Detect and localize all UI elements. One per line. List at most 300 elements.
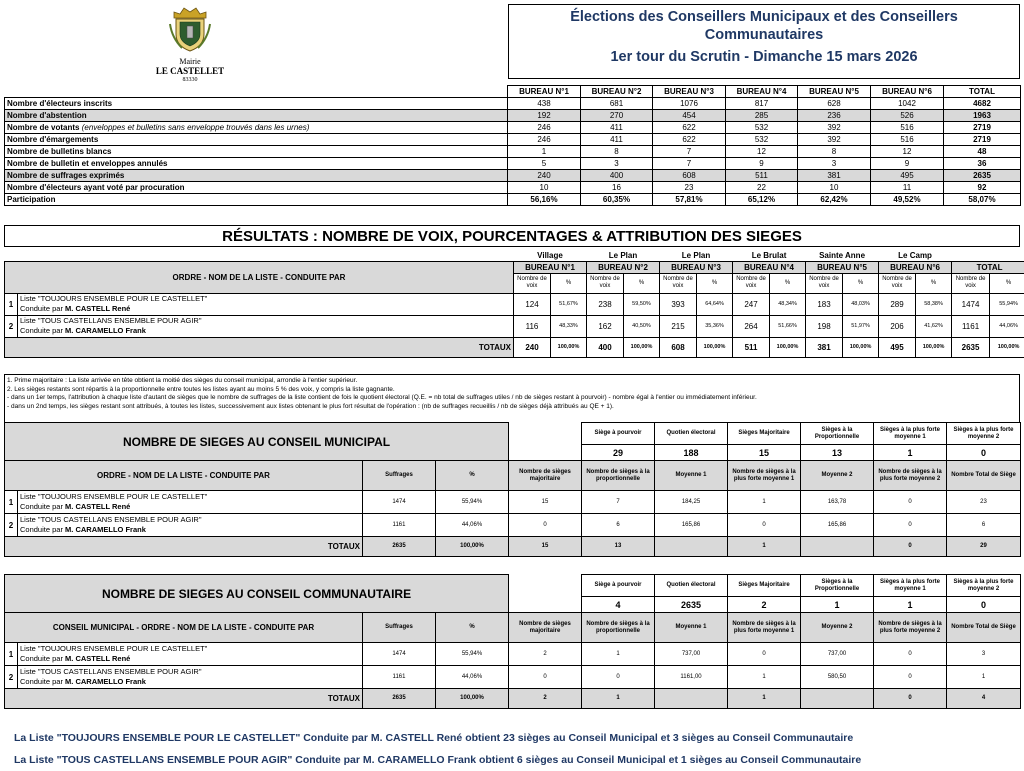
table-row — [5, 293, 1024, 315]
totals-label: TOTAUX — [5, 537, 363, 557]
table-row — [5, 643, 1021, 666]
total-cell — [655, 537, 728, 557]
table-row — [5, 182, 1021, 194]
value-cell: 9 — [871, 158, 944, 170]
value-cell: 57,81% — [653, 194, 726, 206]
table-row — [5, 110, 1021, 122]
votes-cell: 206 — [879, 315, 916, 337]
seat-param-header: Siège à pourvoir — [582, 575, 655, 597]
seat-param-value: 0 — [947, 445, 1021, 461]
summary-line: La Liste "TOUS CASTELLANS ENSEMBLE POUR AGIR" Conduite par M. CARAMELLO Frank obtient 6 sièges au Conseil Municipal et 1 sièges au Conseil Communautaire — [14, 749, 1014, 771]
value-cell: 4682 — [944, 98, 1021, 110]
percent-cell: 48,34% — [770, 293, 806, 315]
row-label-text: Nombre de bulletins blancs — [7, 147, 111, 156]
seat-cell: 7 — [582, 491, 655, 514]
percent-cell: 59,50% — [624, 293, 660, 315]
total-cell: 100,00% — [916, 337, 952, 357]
seat-param-header: Quotien électoral — [655, 423, 728, 445]
total-cell: 100,00% — [697, 337, 733, 357]
seat-param-value: 188 — [655, 445, 728, 461]
seat-cell: 737,00 — [801, 643, 874, 666]
list-number: 1 — [5, 293, 18, 315]
column-header: Nombre de sièges majoritaire — [509, 613, 582, 643]
town-logo — [140, 4, 240, 84]
column-header: TOTAL — [944, 86, 1021, 98]
row-label-text: Nombre d'émargements — [7, 135, 98, 144]
leader-name: M. CASTELL René — [65, 502, 130, 511]
table-row — [5, 613, 1021, 643]
total-cell: 1 — [728, 689, 801, 709]
seat-cell: 0 — [728, 643, 801, 666]
seat-cell: 165,86 — [655, 514, 728, 537]
seat-cell: 44,06% — [436, 666, 509, 689]
list-header: ORDRE - NOM DE LA LISTE - CONDUITE PAR — [5, 261, 514, 293]
leader-name: M. CARAMELLO Frank — [65, 677, 146, 686]
value-cell: 817 — [726, 98, 798, 110]
percent-subheader: % — [843, 273, 879, 293]
row-label — [5, 158, 508, 170]
list-header: ORDRE - NOM DE LA LISTE - CONDUITE PAR — [5, 461, 363, 491]
value-cell: 2635 — [944, 170, 1021, 182]
bureau-header: TOTAL — [952, 261, 1024, 273]
list-name: Liste "TOUS CASTELLANS ENSEMBLE POUR AGIR" — [20, 316, 511, 326]
seats-title: NOMBRE DE SIEGES AU CONSEIL MUNICIPAL — [5, 423, 509, 461]
column-header: Nombre de sièges à la plus forte moyenne 1 — [728, 613, 801, 643]
empty-cell — [509, 597, 582, 613]
table-row — [5, 122, 1021, 134]
seat-param-header: Sièges Majoritaire — [728, 575, 801, 597]
leader-name: M. CASTELL René — [65, 304, 130, 313]
title-line1: Élections des Conseillers Municipaux et des Conseillers — [509, 8, 1019, 26]
row-label — [5, 170, 508, 182]
total-cell: 4 — [947, 689, 1021, 709]
seat-cell: 2 — [509, 643, 582, 666]
column-header: BUREAU N°3 — [653, 86, 726, 98]
value-cell: 270 — [581, 110, 653, 122]
column-header: BUREAU N°1 — [508, 86, 581, 98]
list-name-cell — [18, 315, 514, 337]
value-cell: 36 — [944, 158, 1021, 170]
votes-subheader: Nombre de voix — [587, 273, 624, 293]
votes-cell: 289 — [879, 293, 916, 315]
seat-cell: 1 — [728, 666, 801, 689]
total-cell: 0 — [874, 689, 947, 709]
seat-cell: 163,78 — [801, 491, 874, 514]
table-row — [5, 337, 1024, 357]
seat-param-value: 0 — [947, 597, 1021, 613]
bureau-header: BUREAU N°6 — [879, 261, 952, 273]
percent-cell: 55,94% — [990, 293, 1024, 315]
column-header: Nombre de sièges à la proportionnelle — [582, 461, 655, 491]
table-row — [5, 86, 1021, 98]
votes-cell: 215 — [660, 315, 697, 337]
bureau-header: BUREAU N°3 — [660, 261, 733, 273]
table-row — [5, 689, 1021, 709]
value-cell: 2719 — [944, 134, 1021, 146]
coat-of-arms-icon — [168, 4, 212, 54]
percent-cell: 48,03% — [843, 293, 879, 315]
value-cell: 532 — [726, 122, 798, 134]
seat-param-value: 2635 — [655, 597, 728, 613]
seat-cell: 0 — [728, 514, 801, 537]
list-name-cell — [18, 514, 363, 537]
seat-param-value: 1 — [874, 597, 947, 613]
seat-cell: 44,06% — [436, 514, 509, 537]
leader-name: M. CARAMELLO Frank — [65, 326, 146, 335]
value-cell: 400 — [581, 170, 653, 182]
list-number: 1 — [5, 643, 18, 666]
list-name-cell — [18, 293, 514, 315]
logo-line3: 83330 — [140, 76, 240, 84]
value-cell: 5 — [508, 158, 581, 170]
table-row — [5, 98, 1021, 110]
column-header: Suffrages — [363, 613, 436, 643]
value-cell: 516 — [871, 134, 944, 146]
table-row — [5, 514, 1021, 537]
column-header: Moyenne 1 — [655, 461, 728, 491]
value-cell: 411 — [581, 134, 653, 146]
empty-cell — [509, 423, 582, 445]
percent-subheader: % — [770, 273, 806, 293]
value-cell: 2719 — [944, 122, 1021, 134]
place-label: Le Plan — [587, 250, 660, 261]
seat-cell: 1161,00 — [655, 666, 728, 689]
value-cell: 3 — [798, 158, 871, 170]
leader-name: M. CASTELL René — [65, 654, 130, 663]
rule-line: - dans un 1er temps, l'attribution à chaque liste d'autant de sièges que le nombre de suffrages de la liste contient de fois le quotient électoral (Q.E. = nb total de suffrages utiles / nb de sièges restant à pourvoir) - nombre égal à l'entier ou immédiatement inférieur. — [7, 394, 1017, 403]
leader-prefix: Conduite par — [20, 654, 65, 663]
total-cell: 240 — [514, 337, 551, 357]
value-cell: 516 — [871, 122, 944, 134]
list-number: 2 — [5, 514, 18, 537]
total-cell: 2635 — [363, 689, 436, 709]
value-cell: 240 — [508, 170, 581, 182]
percent-subheader: % — [916, 273, 952, 293]
table-row — [5, 461, 1021, 491]
participation-table — [4, 85, 1021, 206]
seat-param-value: 1 — [801, 597, 874, 613]
row-label-text: Nombre de votants — [7, 123, 79, 132]
rule-line: - dans un 2nd temps, les sièges restant sont attribués, à toutes les listes, successivement aux listes obtenant le plus fort résultat de l'opération : (nb de suffrages recueillis / nb de sièges déjà attribués au QE + 1). — [7, 403, 1017, 412]
leader-prefix: Conduite par — [20, 502, 65, 511]
column-header: Nombre de sièges à la proportionnelle — [582, 613, 655, 643]
value-cell: 392 — [798, 134, 871, 146]
total-cell: 2 — [509, 689, 582, 709]
seat-cell: 0 — [874, 491, 947, 514]
seat-cell: 184,25 — [655, 491, 728, 514]
row-label — [5, 182, 508, 194]
value-cell: 454 — [653, 110, 726, 122]
seat-param-header: Sièges Majoritaire — [728, 423, 801, 445]
votes-subheader: Nombre de voix — [952, 273, 990, 293]
value-cell: 246 — [508, 122, 581, 134]
election-title-box — [508, 4, 1020, 79]
table-row — [5, 146, 1021, 158]
percent-cell: 58,38% — [916, 293, 952, 315]
value-cell: 532 — [726, 134, 798, 146]
title-line2: Communautaires — [509, 26, 1019, 44]
leader-prefix: Conduite par — [20, 677, 65, 686]
seat-param-value: 1 — [874, 445, 947, 461]
seat-param-header: Sièges à la plus forte moyenne 2 — [947, 575, 1021, 597]
value-cell: 92 — [944, 182, 1021, 194]
logo-line1: Mairie — [140, 57, 240, 66]
value-cell: 7 — [653, 158, 726, 170]
row-label — [5, 110, 508, 122]
column-header: % — [436, 613, 509, 643]
column-header: Suffrages — [363, 461, 436, 491]
total-cell: 1 — [582, 689, 655, 709]
place-label: Le Camp — [879, 250, 952, 261]
municipal-seats-table — [4, 422, 1021, 557]
value-cell: 608 — [653, 170, 726, 182]
value-cell: 622 — [653, 134, 726, 146]
value-cell: 622 — [653, 122, 726, 134]
empty-cell — [952, 250, 1024, 261]
value-cell: 49,52% — [871, 194, 944, 206]
list-leader — [20, 304, 511, 314]
row-label-text: Nombre d'électeurs inscrits — [7, 99, 112, 108]
seat-cell: 0 — [874, 666, 947, 689]
place-label: Sainte Anne — [806, 250, 879, 261]
votes-subheader: Nombre de voix — [806, 273, 843, 293]
total-cell: 0 — [874, 537, 947, 557]
total-cell: 29 — [947, 537, 1021, 557]
list-leader — [20, 326, 511, 336]
table-row — [5, 194, 1021, 206]
list-number: 2 — [5, 666, 18, 689]
votes-cell: 264 — [733, 315, 770, 337]
seat-cell: 580,50 — [801, 666, 874, 689]
votes-cell: 393 — [660, 293, 697, 315]
total-cell: 381 — [806, 337, 843, 357]
votes-cell: 183 — [806, 293, 843, 315]
total-cell: 495 — [879, 337, 916, 357]
value-cell: 1042 — [871, 98, 944, 110]
column-header: BUREAU N°2 — [581, 86, 653, 98]
list-leader — [20, 654, 360, 664]
value-cell: 11 — [871, 182, 944, 194]
total-cell: 100,00% — [551, 337, 587, 357]
seat-param-header: Sièges à la plus forte moyenne 1 — [874, 575, 947, 597]
votes-subheader: Nombre de voix — [733, 273, 770, 293]
seat-param-header: Sièges à la Proportionnelle — [801, 423, 874, 445]
value-cell: 10 — [798, 182, 871, 194]
total-cell: 608 — [660, 337, 697, 357]
total-cell: 100,00% — [990, 337, 1024, 357]
table-row — [5, 575, 1021, 597]
value-cell: 411 — [581, 122, 653, 134]
value-cell: 681 — [581, 98, 653, 110]
value-cell: 3 — [581, 158, 653, 170]
total-cell: 100,00% — [770, 337, 806, 357]
votes-subheader: Nombre de voix — [660, 273, 697, 293]
list-number: 2 — [5, 315, 18, 337]
seat-allocation-rules — [4, 374, 1020, 422]
value-cell: 12 — [726, 146, 798, 158]
votes-cell: 198 — [806, 315, 843, 337]
title-line3: 1er tour du Scrutin - Dimanche 15 mars 2026 — [509, 48, 1019, 66]
percent-subheader: % — [697, 273, 733, 293]
table-row — [5, 537, 1021, 557]
table-row — [5, 423, 1021, 445]
value-cell: 246 — [508, 134, 581, 146]
seat-cell: 0 — [582, 666, 655, 689]
list-leader — [20, 502, 360, 512]
votes-cell: 124 — [514, 293, 551, 315]
value-cell: 23 — [653, 182, 726, 194]
bureau-header: BUREAU N°4 — [733, 261, 806, 273]
seat-cell: 15 — [509, 491, 582, 514]
value-cell: 495 — [871, 170, 944, 182]
seat-cell: 1161 — [363, 514, 436, 537]
percent-subheader: % — [990, 273, 1024, 293]
summary-line: La Liste "TOUJOURS ENSEMBLE POUR LE CASTELLET" Conduite par M. CASTELL René obtient 23 sièges au Conseil Municipal et 3 sièges au Conseil Communautaire — [14, 727, 1014, 749]
seat-cell: 55,94% — [436, 643, 509, 666]
rule-line: 1. Prime majoritaire : La liste arrivée en tête obtient la moitié des sièges du conseil municipal, arrondie à l'entier supérieur. — [7, 377, 1017, 386]
leader-prefix: Conduite par — [20, 304, 65, 313]
table-row — [5, 158, 1021, 170]
empty-cell — [509, 445, 582, 461]
row-label — [5, 194, 508, 206]
column-header: Nombre de sièges à la plus forte moyenne 1 — [728, 461, 801, 491]
total-cell: 13 — [582, 537, 655, 557]
column-header: Nombre de sièges majoritaire — [509, 461, 582, 491]
seat-param-header: Sièges à la plus forte moyenne 1 — [874, 423, 947, 445]
results-table — [4, 250, 1024, 358]
seat-summary — [14, 727, 1014, 771]
votes-cell: 247 — [733, 293, 770, 315]
seat-param-value: 4 — [582, 597, 655, 613]
totals-label: TOTAUX — [5, 337, 514, 357]
value-cell: 192 — [508, 110, 581, 122]
list-leader — [20, 525, 360, 535]
seat-cell: 6 — [947, 514, 1021, 537]
table-row — [5, 491, 1021, 514]
value-cell: 392 — [798, 122, 871, 134]
place-label: Le Brulat — [733, 250, 806, 261]
total-cell — [801, 537, 874, 557]
seat-cell: 1 — [947, 666, 1021, 689]
total-cell: 100,00% — [436, 537, 509, 557]
table-row — [5, 170, 1021, 182]
total-cell: 1 — [728, 537, 801, 557]
percent-cell: 41,62% — [916, 315, 952, 337]
votes-cell: 116 — [514, 315, 551, 337]
rule-line: 2. Les sièges restants sont répartis à la proportionnelle entre toutes les listes ayant au moins 5 % des voix, y compris la liste gagnante. — [7, 386, 1017, 395]
place-label: Village — [514, 250, 587, 261]
value-cell: 8 — [581, 146, 653, 158]
percent-cell: 44,06% — [990, 315, 1024, 337]
value-cell: 22 — [726, 182, 798, 194]
total-cell — [655, 689, 728, 709]
list-name: Liste "TOUJOURS ENSEMBLE POUR LE CASTELLET" — [20, 294, 511, 304]
value-cell: 60,35% — [581, 194, 653, 206]
seat-cell: 6 — [582, 514, 655, 537]
value-cell: 381 — [798, 170, 871, 182]
total-cell: 2635 — [363, 537, 436, 557]
value-cell: 56,16% — [508, 194, 581, 206]
column-header: Nombre de sièges à la plus forte moyenne 2 — [874, 613, 947, 643]
results-section-title: RÉSULTATS : NOMBRE DE VOIX, POURCENTAGES & ATTRIBUTION DES SIEGES — [4, 225, 1020, 247]
row-label-text: Nombre d'électeurs ayant voté par procuration — [7, 183, 185, 192]
seat-cell: 55,94% — [436, 491, 509, 514]
value-cell: 12 — [871, 146, 944, 158]
place-label: Le Plan — [660, 250, 733, 261]
list-name: Liste "TOUJOURS ENSEMBLE POUR LE CASTELLET" — [20, 492, 360, 502]
seat-cell: 737,00 — [655, 643, 728, 666]
votes-subheader: Nombre de voix — [879, 273, 916, 293]
value-cell: 1076 — [653, 98, 726, 110]
seat-cell: 1474 — [363, 491, 436, 514]
total-cell: 400 — [587, 337, 624, 357]
value-cell: 1963 — [944, 110, 1021, 122]
value-cell: 526 — [871, 110, 944, 122]
table-row — [5, 666, 1021, 689]
value-cell: 7 — [653, 146, 726, 158]
list-name: Liste "TOUJOURS ENSEMBLE POUR LE CASTELLET" — [20, 644, 360, 654]
value-cell: 16 — [581, 182, 653, 194]
list-name-cell — [18, 491, 363, 514]
percent-cell: 40,50% — [624, 315, 660, 337]
list-name-cell — [18, 643, 363, 666]
row-label — [5, 146, 508, 158]
column-header: Moyenne 2 — [801, 461, 874, 491]
percent-cell: 51,67% — [551, 293, 587, 315]
list-header: CONSEIL MUNICIPAL - ORDRE - NOM DE LA LISTE - CONDUITE PAR — [5, 613, 363, 643]
row-label-text: Nombre d'abstention — [7, 111, 87, 120]
value-cell: 8 — [798, 146, 871, 158]
seat-param-value: 29 — [582, 445, 655, 461]
table-row — [5, 315, 1024, 337]
column-header: Moyenne 2 — [801, 613, 874, 643]
value-cell: 1 — [508, 146, 581, 158]
leader-prefix: Conduite par — [20, 525, 65, 534]
row-note: (enveloppes et bulletins sans enveloppe trouvés dans les urnes) — [82, 123, 310, 132]
table-row — [5, 261, 1024, 273]
column-header: Nombre de sièges à la plus forte moyenne 2 — [874, 461, 947, 491]
seat-param-value: 15 — [728, 445, 801, 461]
list-name: Liste "TOUS CASTELLANS ENSEMBLE POUR AGIR" — [20, 515, 360, 525]
value-cell: 285 — [726, 110, 798, 122]
seat-cell: 1161 — [363, 666, 436, 689]
value-cell: 10 — [508, 182, 581, 194]
percent-cell: 51,66% — [770, 315, 806, 337]
leader-name: M. CARAMELLO Frank — [65, 525, 146, 534]
total-cell: 511 — [733, 337, 770, 357]
value-cell: 511 — [726, 170, 798, 182]
votes-cell: 162 — [587, 315, 624, 337]
seat-cell: 23 — [947, 491, 1021, 514]
value-cell: 438 — [508, 98, 581, 110]
percent-subheader: % — [551, 273, 587, 293]
total-cell: 2635 — [952, 337, 990, 357]
value-cell: 9 — [726, 158, 798, 170]
seat-cell: 0 — [509, 666, 582, 689]
row-label-text: Nombre de bulletin et enveloppes annulés — [7, 159, 167, 168]
table-row — [5, 250, 1024, 261]
row-label — [5, 98, 508, 110]
seat-cell: 1 — [728, 491, 801, 514]
seat-param-value: 2 — [728, 597, 801, 613]
seat-cell: 1 — [582, 643, 655, 666]
column-header: % — [436, 461, 509, 491]
value-cell: 65,12% — [726, 194, 798, 206]
seat-param-value: 13 — [801, 445, 874, 461]
totals-label: TOTAUX — [5, 689, 363, 709]
seat-cell: 0 — [509, 514, 582, 537]
list-name-cell — [18, 666, 363, 689]
